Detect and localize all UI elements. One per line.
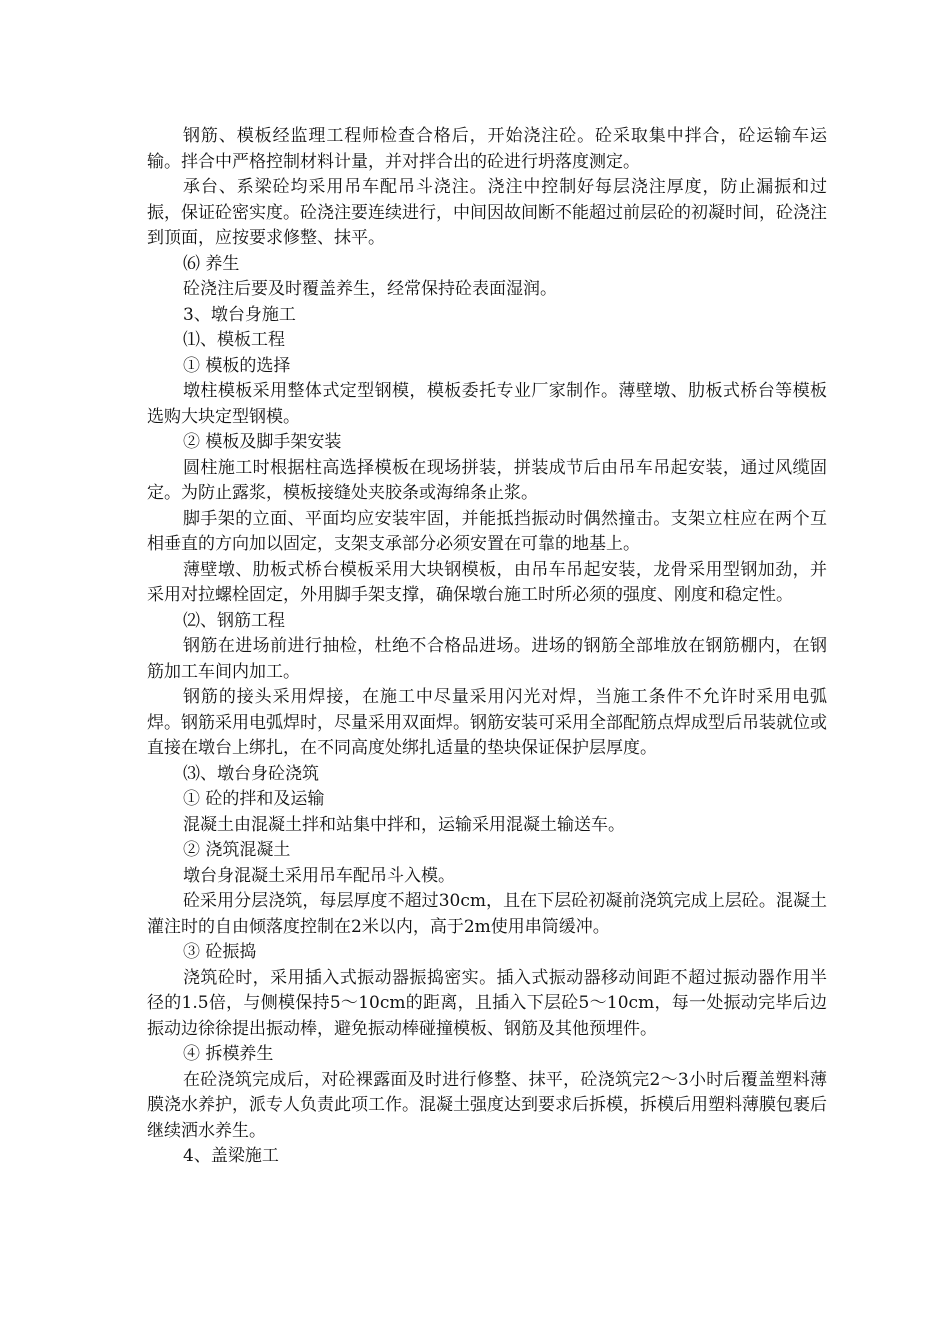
paragraph: 混凝土由混凝土拌和站集中拌和，运输采用混凝土输送车。 bbox=[183, 814, 625, 835]
section-heading: ⑵、钢筋工程 bbox=[183, 610, 285, 631]
paragraph: 墩柱模板采用整体式定型钢模，模板委托专业厂家制作。薄壁墩、肋板式桥台等模板选购大块定型钢模。 bbox=[147, 381, 827, 427]
paragraph: 圆柱施工时根据柱高选择模板在现场拼装，拼装成节后由吊车吊起安装，通过风缆固定。为防止露浆，模板接缝处夹胶条或海绵条止浆。 bbox=[147, 457, 827, 503]
paragraph: 承台、系梁砼均采用吊车配吊斗浇注。浇注中控制好每层浇注厚度，防止漏振和过振，保证砼密实度。砼浇注要连续进行，中间因故间断不能超过前层砼的初凝时间，砼浇注到顶面，应按要求修整、抹平。 bbox=[147, 177, 827, 248]
section-heading: 4、盖梁施工 bbox=[183, 1146, 279, 1166]
document-body bbox=[147, 124, 827, 1170]
paragraph: 砼浇注后要及时覆盖养生，经常保持砼表面湿润。 bbox=[183, 279, 557, 299]
paragraph: 薄壁墩、肋板式桥台模板采用大块钢模板，由吊车吊起安装，龙骨采用型钢加劲，并采用对拉螺栓固定，外用脚手架支撑，确保墩台施工时所必须的强度、刚度和稳定性。 bbox=[147, 559, 827, 605]
section-heading: 3、墩台身施工 bbox=[183, 304, 296, 325]
section-heading: ② 浇筑混凝土 bbox=[183, 840, 291, 860]
paragraph: 钢筋在进场前进行抽检，杜绝不合格品进场。进场的钢筋全部堆放在钢筋棚内，在钢筋加工车间内加工。 bbox=[147, 636, 827, 682]
paragraph: 砼采用分层浇筑，每层厚度不超过30cm，且在下层砼初凝前浇筑完成上层砼。混凝土灌注时的自由倾落度控制在2米以内，高于2m使用串筒缓冲。 bbox=[147, 891, 827, 937]
section-heading: ⑹ 养生 bbox=[183, 253, 240, 274]
paragraph: 脚手架的立面、平面均应安装牢固，并能抵挡振动时偶然撞击。支架立柱应在两个互相垂直的方向加以固定，支架支承部分必须安置在可靠的地基上。 bbox=[147, 508, 827, 554]
section-heading: ⑴、模板工程 bbox=[183, 330, 285, 350]
paragraph: 钢筋、模板经监理工程师检查合格后，开始浇注砼。砼采取集中拌合，砼运输车运输。拌合中严格控制材料计量，并对拌合出的砼进行坍落度测定。 bbox=[147, 126, 827, 172]
paragraph: 在砼浇筑完成后，对砼裸露面及时进行修整、抹平，砼浇筑完2～3小时后覆盖塑料薄膜浇水养护，派专人负责此项工作。混凝土强度达到要求后拆模，拆模后用塑料薄膜包裹后继续洒水养生。 bbox=[147, 1069, 827, 1141]
section-heading: ② 模板及脚手架安装 bbox=[183, 432, 342, 452]
section-heading: ③ 砼振捣 bbox=[183, 942, 257, 962]
section-heading: ① 砼的拌和及运输 bbox=[183, 789, 325, 809]
paragraph: 钢筋的接头采用焊接，在施工中尽量采用闪光对焊，当施工条件不允许时采用电弧焊。钢筋采用电弧焊时，尽量采用双面焊。钢筋安装可采用全部配筋点焊成型后吊装就位或直接在墩台上绑扎，在不同高度处绑扎适量的垫块保证保护层厚度。 bbox=[147, 687, 827, 758]
paragraph: 浇筑砼时，采用插入式振动器振捣密实。插入式振动器移动间距不超过振动器作用半径的1.5倍，与侧模保持5～10cm的距离，且插入下层砼5～10cm，每一处振动完毕后边振动边徐徐提出振动棒，避免振动棒碰撞模板、钢筋及其他预埋件。 bbox=[147, 967, 827, 1039]
section-heading: ① 模板的选择 bbox=[183, 355, 291, 376]
section-heading: ⑶、墩台身砼浇筑 bbox=[183, 763, 319, 784]
section-heading: ④ 拆模养生 bbox=[183, 1044, 274, 1064]
paragraph: 墩台身混凝土采用吊车配吊斗入模。 bbox=[183, 865, 455, 886]
